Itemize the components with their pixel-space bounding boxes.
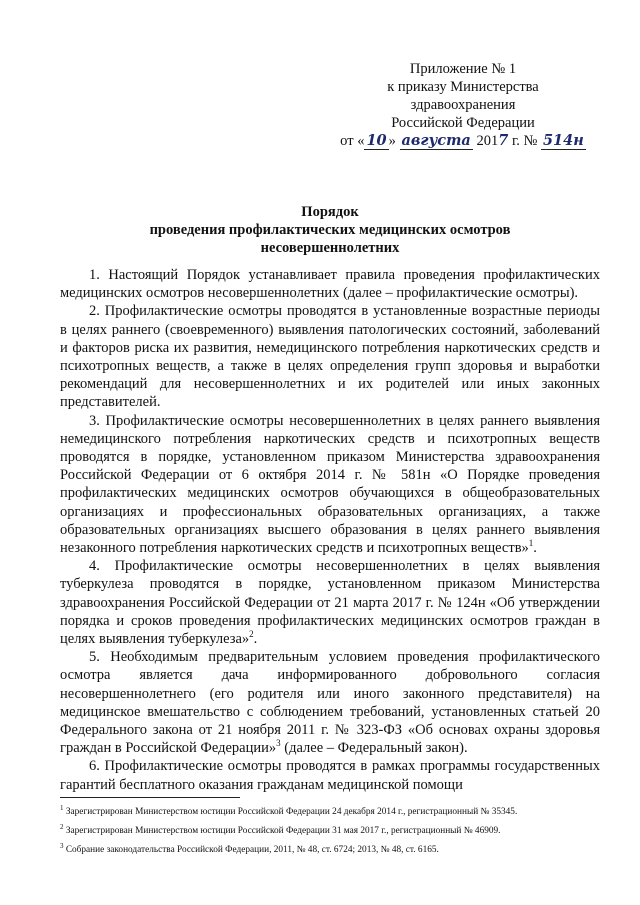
document-body [60,266,600,794]
year-prefix: 201 [472,133,499,149]
handwritten-month: августа [401,132,471,149]
paragraph-5 [60,648,600,757]
title-line-3: несовершеннолетних [260,240,400,256]
document-title [60,203,600,257]
footnote-divider [60,797,240,798]
title-line-1: Порядок [301,204,359,220]
footnote-3 [60,839,620,858]
annex-federation-line: Российской Федерации [391,115,535,131]
handwritten-order-number: 514н [542,132,584,149]
footnote-number: 1 [60,804,64,812]
footnote-ref: 1 [528,538,534,549]
footnote-2 [60,820,620,839]
title-line-2: проведения профилактических медицинских осмотров [149,222,511,238]
annex-title: Приложение № 1 [409,61,517,77]
paragraph-4 [60,557,600,648]
paragraph-2 [60,302,600,411]
footnotes [60,801,620,858]
footnote-number: 3 [60,842,64,851]
paragraph-text: 6. Профилактические осмотры проводятся в рамках программы государственных гарантий бесплатного оказания гражданам медицинской помощи [60,758,600,793]
annex-date-line [338,132,588,150]
date-prefix: от « [340,133,365,149]
handwritten-day: 10 [366,132,387,149]
footnote-number: 2 [60,823,64,832]
paragraph-text: 4. Профилактические осмотры несовершеннолетних в целях выявления туберкулеза проводятся в порядке, установленном приказом Министерства здравоохранения Российской Федерации от 21 марта 2017 г. № 124н «Об утверждении порядка и сроков проведения профилактических медицинских осмотров граждан в целях выявления туберкулеза» [60,558,600,648]
annex-block [338,60,588,150]
footnote-1 [60,801,620,820]
annex-order-line: к приказу Министерства здравоохранения [387,79,539,113]
footnote-text: Собрание законодательства Российской Федерации, 2011, № 48, ст. 6724; 2013, № 48, ст. 6165. [65,845,439,856]
paragraph-text: 1. Настоящий Порядок устанавливает правила проведения профилактических медицинских осмотров несовершеннолетних (далее – профилактические осмотры). [60,267,600,302]
paragraph-text: 2. Профилактические осмотры проводятся в установленные возрастные периоды в целях раннего (своевременного) выявления патологических состояний, заболеваний и факторов риска их развития, немедицинского потребления наркотических средств и психотропных веществ, а также в целях определения групп здоровья и выработки рекомендаций для несовершеннолетних и их родителей или иных законных представителей. [60,303,600,411]
paragraph-1 [60,266,600,302]
paragraph-tail: . [253,631,258,648]
footnote-ref: 2 [249,629,254,640]
handwritten-year-digit: 7 [498,132,509,149]
footnote-text: Зарегистрирован Министерством юстиции Российской Федерации 24 декабря 2014 г., регистрационный № 35345. [65,807,518,818]
number-prefix: г. № [508,133,541,149]
paragraph-3 [60,412,600,558]
footnote-text: Зарегистрирован Министерством юстиции Российской Федерации 31 мая 2017 г., регистрационный № 46909. [65,826,501,837]
paragraph-tail: (далее – Федеральный закон). [280,740,468,757]
paragraph-text: 5. Необходимым предварительным условием проведения профилактического осмотра является дача информированного добровольного согласия несовершеннолетнего (его родителя или иного законного представителя) на медицинское вмешательство с соблюдением требований, установленных статьей 20 Федерального закона от 21 ноября 2011 г. № 323-ФЗ «Об основах охраны здоровья граждан в Российской Федерации» [60,649,600,757]
footnote-ref: 3 [276,738,281,749]
paragraph-6 [60,757,600,793]
paragraph-text: 3. Профилактические осмотры несовершеннолетних в целях раннего выявления немедицинского потребления наркотических средств и психотропных веществ проводятся в порядке, установленном приказом Министерства здравоохранения Российской Федерации от 6 октября 2014 г. № 581н «О Порядке проведения профилактических медицинских осмотров обучающихся в общеобразовательных организациях и профессиональных образовательных организациях, а также образовательных организациях высшего образования в целях раннего выявления незаконного потребления наркотических средств и психотропных веществ» [60,412,600,557]
paragraph-tail: . [533,540,537,557]
date-mid: » [388,133,400,149]
